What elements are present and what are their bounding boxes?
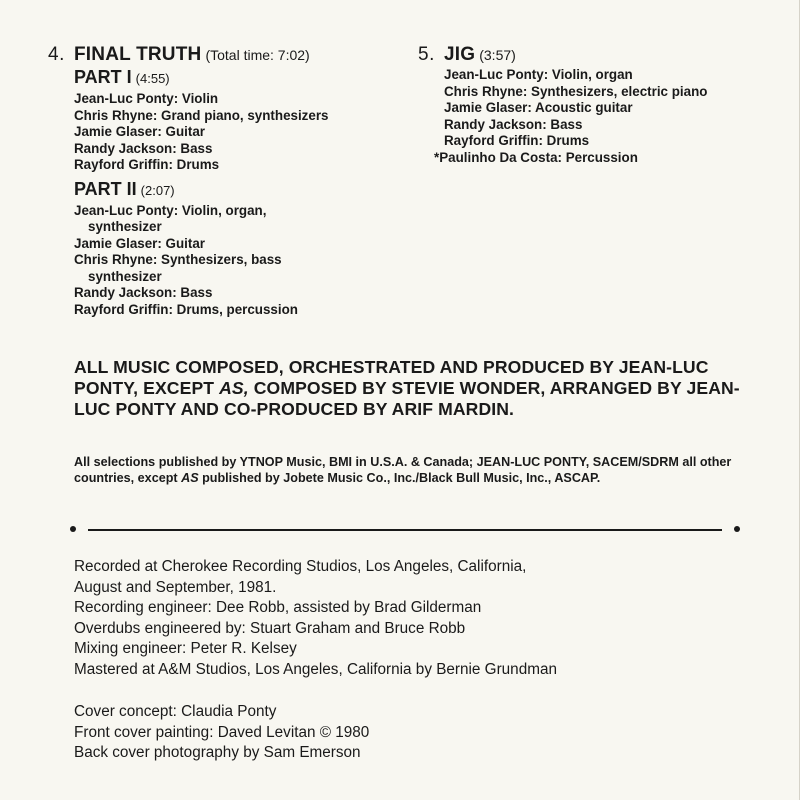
track-time: (3:57) bbox=[479, 47, 516, 63]
credit-continuation: synthesizer bbox=[88, 219, 162, 234]
credit-continuation: synthesizer bbox=[88, 268, 162, 284]
publishing-text: published by Jobete Music Co., Inc./Black Bull Music, Inc., ASCAP. bbox=[198, 471, 601, 485]
track-5-section bbox=[418, 44, 758, 166]
session-line: August and September, 1981. bbox=[74, 578, 277, 596]
divider-dot-left bbox=[70, 526, 76, 532]
track-title: JIG bbox=[444, 44, 476, 65]
credit-line: Jamie Glaser: Guitar bbox=[74, 124, 205, 139]
part-1-credits bbox=[48, 91, 368, 174]
cover-credits bbox=[74, 702, 754, 764]
track-5-credits bbox=[418, 67, 758, 166]
part-1-header bbox=[48, 66, 368, 90]
cover-line: Cover concept: Claudia Ponty bbox=[74, 703, 277, 720]
session-line: Recorded at Cherokee Recording Studios, Los Angeles, California, bbox=[74, 558, 527, 575]
credit-line: Randy Jackson: Bass bbox=[74, 140, 213, 156]
credit-line: Randy Jackson: Bass bbox=[74, 285, 213, 300]
credit-line-continued bbox=[74, 269, 368, 286]
track-5-header bbox=[418, 44, 758, 66]
session-line: Mixing engineer: Peter R. Kelsey bbox=[74, 640, 297, 658]
credit-line-continued bbox=[74, 219, 368, 236]
cover-line: Front cover painting: Daved Levitan © 1980 bbox=[74, 723, 370, 741]
cover-line: Back cover photography by Sam Emerson bbox=[74, 744, 361, 762]
track-4-header bbox=[48, 44, 368, 66]
part-title: PART I bbox=[74, 67, 132, 87]
credit-line: Jean-Luc Ponty: Violin bbox=[74, 91, 219, 106]
credit-line: Jamie Glaser: Acoustic guitar bbox=[444, 100, 633, 115]
statement-text: ALL MUSIC COMPOSED, ORCHESTRATED AND PRODUCED BY JEAN-LUC PONTY, EXCEPT bbox=[74, 357, 709, 398]
credit-line: Chris Rhyne: Synthesizers, bass bbox=[74, 252, 282, 267]
track-total-time: (Total time: 7:02) bbox=[205, 47, 310, 63]
credit-line: *Paulinho Da Costa: Percussion bbox=[434, 149, 638, 165]
track-number: 5. bbox=[418, 44, 435, 65]
session-credits bbox=[74, 557, 754, 681]
session-line: Overdubs engineered by: Stuart Graham and Bruce Robb bbox=[74, 619, 466, 637]
credit-line: Chris Rhyne: Grand piano, synthesizers bbox=[74, 107, 329, 123]
track-4-section bbox=[48, 44, 368, 318]
part-2-credits bbox=[48, 203, 368, 319]
credit-line: Rayford Griffin: Drums bbox=[444, 133, 590, 148]
session-line: Recording engineer: Dee Robb, assisted by Brad Gilderman bbox=[74, 599, 482, 617]
credit-line: Jean-Luc Ponty: Violin, organ, bbox=[74, 202, 267, 218]
credit-line: Chris Rhyne: Synthesizers, electric piano bbox=[444, 83, 708, 99]
track-title: FINAL TRUTH bbox=[74, 44, 202, 65]
statement-italic-title: AS, bbox=[219, 378, 249, 398]
credit-line: Rayford Griffin: Drums bbox=[74, 157, 220, 172]
credit-line: Jean-Luc Ponty: Violin, organ bbox=[444, 67, 633, 82]
part-time: (2:07) bbox=[140, 182, 175, 198]
publishing-text: All selections published by YTNOP Music, BMI in U.S.A. & Canada; JEAN-LUC PONTY, SACEM/SDRM all other countries, except bbox=[74, 455, 732, 485]
credit-line: Rayford Griffin: Drums, percussion bbox=[74, 301, 298, 317]
session-line: Mastered at A&M Studios, Los Angeles, California by Bernie Grundman bbox=[74, 660, 557, 678]
credit-line: Jamie Glaser: Guitar bbox=[74, 235, 205, 251]
part-time: (4:55) bbox=[135, 71, 170, 86]
track-number: 4. bbox=[48, 44, 65, 65]
publishing-italic-title: AS bbox=[181, 471, 199, 485]
part-title: PART II bbox=[74, 178, 137, 199]
divider-dot-right bbox=[734, 526, 740, 532]
part-2-header bbox=[48, 178, 368, 202]
section-divider bbox=[70, 524, 740, 534]
credit-line: Randy Jackson: Bass bbox=[444, 116, 583, 132]
publishing-note bbox=[74, 454, 754, 486]
divider-line bbox=[88, 529, 722, 531]
statement-text: COMPOSED BY STEVIE WONDER, ARRANGED BY JEAN-LUC PONTY AND CO-PRODUCED BY ARIF MARDIN. bbox=[74, 378, 740, 419]
composition-statement bbox=[74, 357, 754, 420]
